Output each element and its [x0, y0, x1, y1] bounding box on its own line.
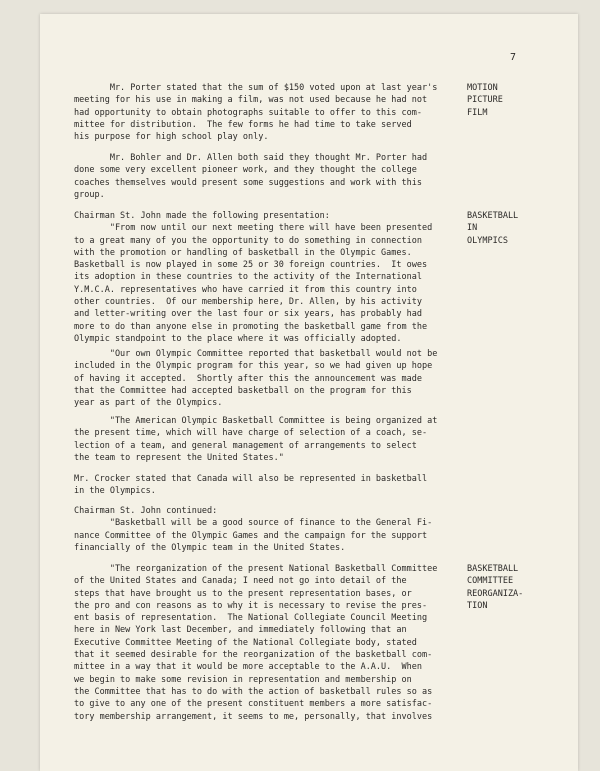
margin-note-committee-reorganization: BASKETBALL COMMITTEE REORGANIZA- TION	[467, 564, 524, 611]
paragraph-olympic-committee: "Our own Olympic Committee reported that basketball would not be included in the Olympic program for this year, so we had given up hope of having it accepted. Shortly after this the announcement was made that the Committee had accepted basketball on the program for this year as part of the Olympics.	[74, 349, 438, 409]
margin-note-basketball-in-olympics: BASKETBALL IN OLYMPICS	[467, 211, 519, 246]
margin-note-motion-picture-film: MOTION PICTURE FILM	[467, 83, 503, 118]
paragraph-chairman-continued: Chairman St. John continued: "Basketball will be a good source of finance to the General Fi- nance Committee of the Olympic Games and the campaign for the support financially of the Olympic team in the United States.	[74, 506, 433, 553]
paragraph-reorganization: "The reorganization of the present National Basketball Committee of the United States and Canada; I need not go into detail of the steps that have brought us to the present representation bases, or the pro and con reasons as to why it is necessary to revise the pres- ent basis of representation. The National Collegiate Council Meeting here in New York last December, and immediately following that an Executive Committee Meeting of the National Collegiate body, stated that it seemed desirable for the reorganization of the basketball com- mittee in a way that it would be more acceptable to the A.A.U. When we begin to make some revision in representation and membership on the Committee that has to do with the action of basketball rules so as to give to any one of the present constituent members a more satisfac- tory membership arrangement, it seems to me, personally, that involves	[74, 564, 438, 722]
paragraph-porter-praise: Mr. Bohler and Dr. Allen both said they thought Mr. Porter had done some very excellent pioneer work, and they thought the college coaches themselves would present some suggestions and work with this group.	[74, 153, 428, 200]
page-number: 7	[510, 52, 517, 63]
paragraph-canada: Mr. Crocker stated that Canada will also be represented in basketball in the Olympics.	[74, 474, 428, 497]
paragraph-motion-picture: Mr. Porter stated that the sum of $150 voted upon at last year's meeting for his use in making a film, was not used because he had not had opportunity to obtain photographs suitable to offer to this com- mittee for distribution. The few forms he had time to take served his purpose for high school play only.	[74, 83, 438, 143]
paragraph-chairman-presentation: Chairman St. John made the following presentation: "From now until our next meeting there will have been presented to a great many of you the opportunity to do something in connection with the promotion or handling of basketball in the Olympic Games. Basketball is now played in some 25 or 30 foreign countries. It owes its adoption in these countries to the activity of the International Y.M.C.A. representatives who have carried it from this country into other countries. Of our membership here, Dr. Allen, by his activity and letter-writing over the last four or six years, has probably had more to do than anyone else in promoting the basketball game from the Olympic standpoint to the place where it was officially adopted.	[74, 211, 433, 344]
paragraph-american-olympic-committee: "The American Olympic Basketball Committee is being organized at the present time, which will have charge of selection of a coach, se- lection of a team, and general management of arrangements to select the team to represent the United States."	[74, 416, 438, 463]
